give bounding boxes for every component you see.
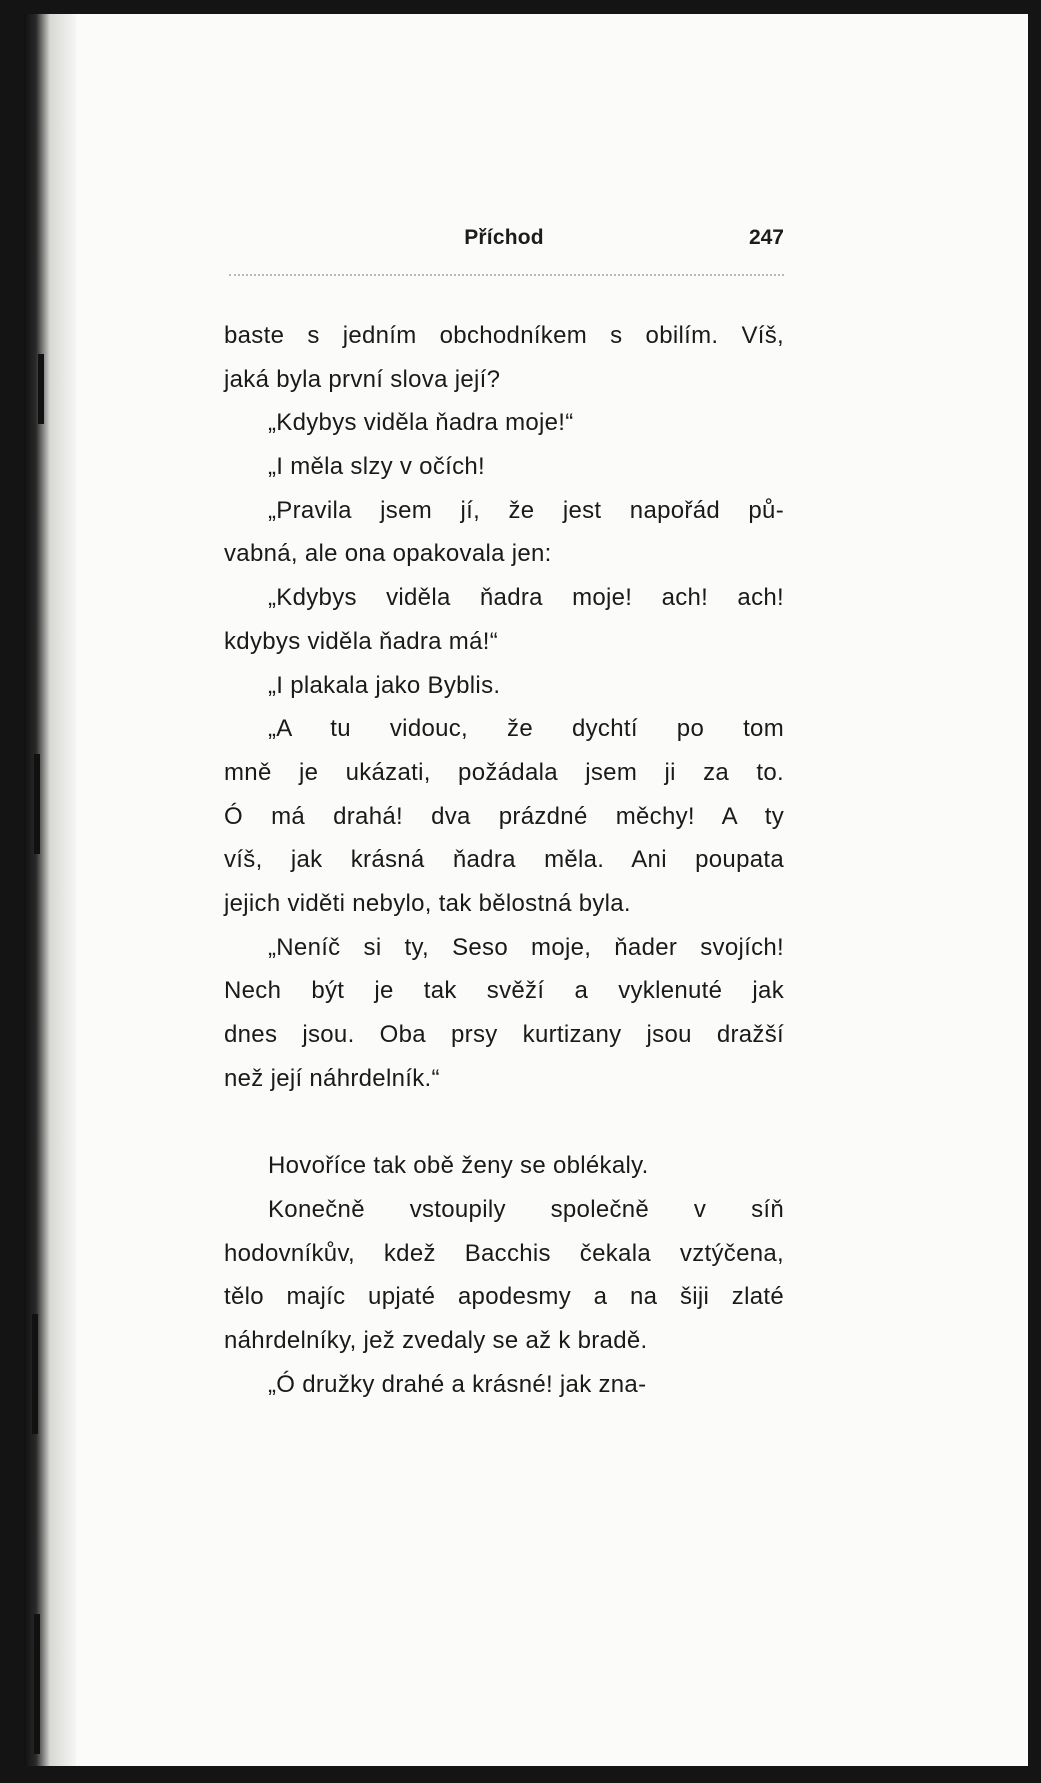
text-line: Nech být je tak svěží a vyklenuté jak (224, 977, 784, 1005)
text-line: „I plakala jako Byblis. (268, 671, 501, 699)
paragraph (224, 576, 784, 663)
running-header (224, 226, 784, 256)
paragraph (224, 401, 784, 445)
section-gap (224, 1100, 784, 1144)
spine-mark (32, 1314, 38, 1434)
spine-mark (34, 1614, 40, 1754)
page-number: 247 (748, 226, 784, 249)
running-title: Příchod (464, 226, 544, 249)
paragraph (224, 489, 784, 576)
paragraph (224, 926, 784, 1101)
text-line: jaká byla první slova její? (224, 365, 501, 393)
text-line: „I měla slzy v očích! (268, 453, 486, 481)
paragraph (224, 664, 784, 708)
text-line: jejich viděti nebylo, tak bělostná byla. (224, 889, 631, 917)
paragraph (224, 707, 784, 925)
text-line: „Pravila jsem jí, že jest napořád pů- (268, 496, 784, 524)
text-line: Ó má drahá! dva prázdné měchy! A ty (224, 802, 784, 830)
text-line: Hovoříce tak obě ženy se oblékaly. (268, 1152, 649, 1180)
text-line: tělo majíc upjaté apodesmy a na šiji zlaté (224, 1283, 784, 1311)
text-line: náhrdelníky, jež zvedaly se až k bradě. (224, 1327, 648, 1355)
text-line: „Ó družky drahé a krásné! jak zna- (268, 1370, 647, 1398)
paragraph (224, 445, 784, 489)
text-line: kdybys viděla ňadra má!“ (224, 627, 498, 655)
text-line: víš, jak krásná ňadra měla. Ani poupata (224, 846, 784, 874)
paragraph (224, 314, 784, 401)
text-line: „Neníč si ty, Seso moje, ňader svojích! (268, 933, 784, 961)
text-line: Konečně vstoupily společně v síň (268, 1196, 784, 1224)
text-line: než její náhrdelník.“ (224, 1064, 440, 1092)
paragraph (224, 1144, 784, 1188)
body-text (224, 314, 784, 1407)
book-spine-shadow (24, 14, 76, 1766)
text-line: „Kdybys viděla ňadra moje! ach! ach! (268, 584, 784, 612)
spine-mark (34, 754, 40, 854)
book-page (24, 14, 1028, 1766)
text-line: mně je ukázati, požádala jsem ji za to. (224, 758, 784, 786)
text-line: „A tu vidouc, že dychtí po tom (268, 715, 784, 743)
paragraph (224, 1363, 784, 1407)
spine-mark (38, 354, 44, 424)
text-line: „Kdybys viděla ňadra moje!“ (268, 409, 574, 437)
text-line: baste s jedním obchodníkem s obilím. Víš, (224, 322, 784, 349)
text-line: dnes jsou. Oba prsy kurtizany jsou dražší (224, 1021, 784, 1048)
header-rule (229, 274, 784, 276)
text-line: hodovníkův, kdež Bacchis čekala vztýčena, (224, 1239, 784, 1267)
paragraph (224, 1188, 784, 1363)
text-line: vabná, ale ona opakovala jen: (224, 540, 552, 568)
